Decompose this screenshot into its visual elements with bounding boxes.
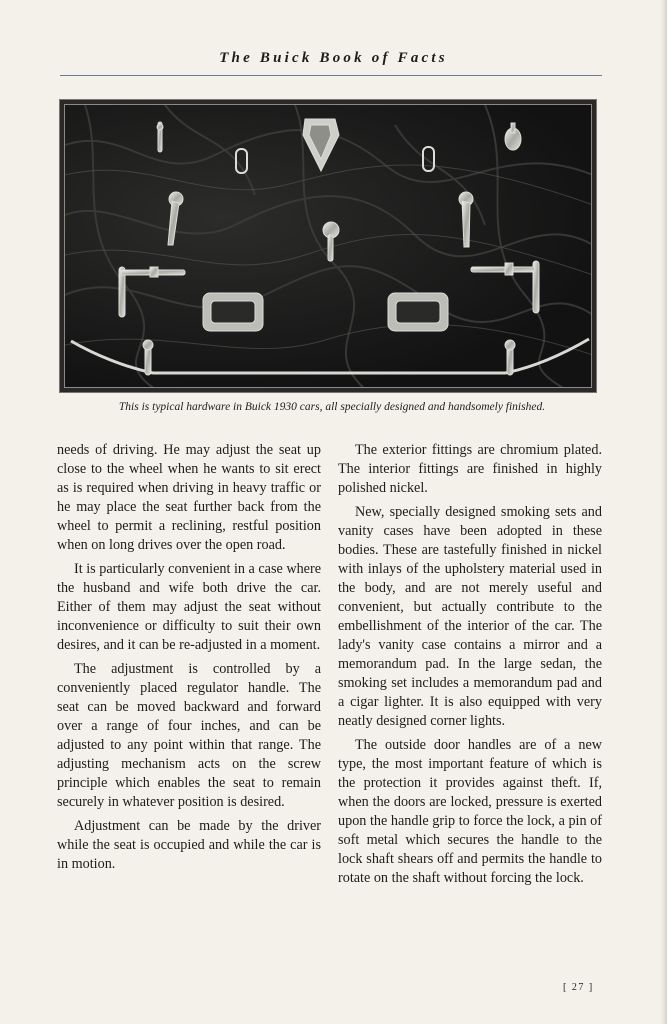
left-column xyxy=(57,441,321,879)
hardware-photo xyxy=(59,99,597,393)
running-header: The Buick Book of Facts xyxy=(219,50,448,66)
page-edge-shadow xyxy=(661,0,667,1024)
paragraph: The adjustment is controlled by a conveniently placed regulator handle. The seat can be moved backward and forward over a range of four inches, and can be adjusted to any point within that range. The adjusting mechanism acts on the screw principle which enables the seat to remain securely in whatever position is desired. xyxy=(57,661,321,810)
paragraph: The outside door handles are of a new type, the most important feature of which is the protection it provides against theft. If, when the doors are locked, pressure is exerted upon the handle grip to force the lock, a pin of soft metal which secures the handle to the lock shaft shears off and permits the handle to rotate on the shaft without forcing the lock. xyxy=(338,737,602,886)
paragraph: needs of driving. He may adjust the seat up close to the wheel when he wants to sit erect as is required when driving in heavy traffic or he may place the seat further back from the wheel to permit a reclining, restful position when on long drives over the open road. xyxy=(57,442,321,553)
figure-caption: This is typical hardware in Buick 1930 cars, all specially designed and handsomely finished. xyxy=(118,401,546,413)
paragraph: Adjustment can be made by the driver while the seat is occupied and while the car is in motion. xyxy=(57,818,321,872)
paragraph: New, specially designed smoking sets and vanity cases have been adopted in these bodies. These are tastefully finished in nickel with inlays of the upholstery material used in the body, and are not merely useful and convenient, but actually contribute to the embellishment of the interior of the car. The lady's vanity case contains a mirror and a memorandum pad. In the large sedan, the smoking set includes a memorandum pad and a cigar lighter. It is also equipped with very neatly designed corner lights. xyxy=(338,504,602,729)
photo-inner-border xyxy=(64,104,592,388)
paragraph: The exterior fittings are chromium plated. The interior fittings are finished in highly polished nickel. xyxy=(338,442,602,496)
header-rule xyxy=(60,75,602,76)
right-column xyxy=(338,441,602,893)
hardware-photo-icon xyxy=(65,105,592,388)
page-number: [ 27 ] xyxy=(563,982,594,993)
paragraph: It is particularly convenient in a case where the husband and wife both drive the car. Either of them may adjust the seat without inconvenience or difficulty to suit their own desires, and it can be re-adjusted in a moment. xyxy=(57,561,321,653)
